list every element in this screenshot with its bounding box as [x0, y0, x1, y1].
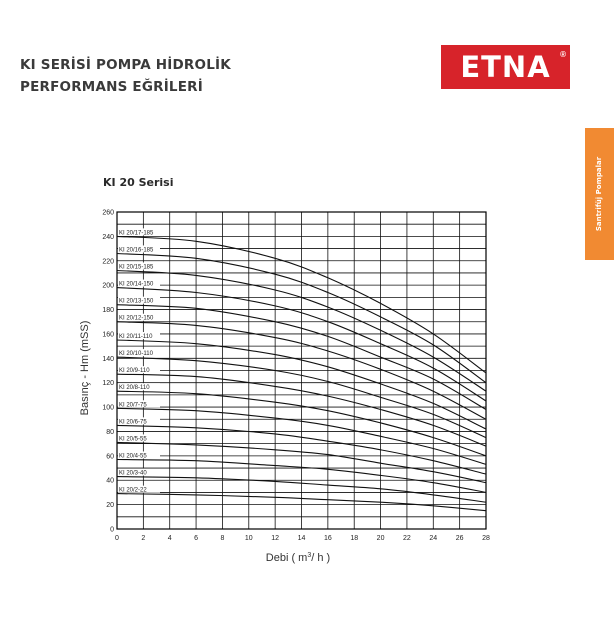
y-axis-title: Basınç - Hm (mSS) [79, 320, 91, 416]
y-tick-label: 80 [106, 428, 114, 436]
curve-label: KI 20/17-185 [119, 230, 154, 237]
curve-label: KI 20/7-75 [119, 402, 147, 409]
curve-label: KI 20/16-185 [119, 247, 154, 254]
chart-grid [117, 212, 486, 529]
x-tick-label: 20 [376, 535, 385, 542]
y-tick-label: 40 [106, 477, 114, 485]
x-tick-label: 6 [194, 535, 199, 542]
curve-label: KI 20/14-150 [119, 281, 154, 288]
x-tick-label: 22 [403, 535, 411, 542]
y-tick-label: 240 [102, 233, 114, 241]
curve-label: KI 20/15-185 [119, 264, 154, 271]
y-tick-label: 0 [110, 526, 114, 534]
y-tick-label: 220 [102, 258, 114, 266]
x-tick-label: 24 [429, 535, 438, 542]
curve-label: KI 20/2-22 [119, 487, 147, 494]
x-tick-label: 0 [115, 535, 119, 542]
logo-text: ETNA [460, 50, 551, 84]
x-tick-label: 28 [482, 535, 490, 542]
curve-label: KI 20/13-150 [119, 298, 154, 305]
x-tick-label: 12 [271, 535, 280, 542]
x-tick-label: 2 [141, 535, 146, 542]
curve-label: KI 20/8-110 [119, 385, 150, 392]
x-tick-label: 26 [455, 535, 464, 542]
curve-label: KI 20/6-75 [119, 419, 147, 426]
curve-label: KI 20/4-55 [119, 453, 147, 460]
y-tick-label: 180 [102, 307, 114, 315]
page-title-line-1: KI SERİSİ POMPA HİDROLİK [20, 57, 231, 73]
side-tab-label: Santrifüj Pompalar [595, 156, 604, 232]
x-axis-title-text: Debi ( m [265, 552, 308, 564]
curve-label: KI 20/9-110 [119, 368, 150, 375]
x-axis-title [266, 552, 330, 564]
x-tick-label: 10 [244, 535, 253, 542]
y-tick-label: 60 [106, 453, 114, 461]
x-tick-label: 14 [297, 535, 306, 542]
x-tick-label: 8 [220, 535, 225, 542]
curve-label: KI 20/11-110 [119, 334, 153, 341]
y-tick-label: 120 [102, 380, 114, 388]
x-tick-label: 16 [323, 535, 332, 542]
y-tick-label: 20 [106, 502, 114, 510]
curve-label: KI 20/3-40 [119, 470, 147, 477]
page-title-line-2: PERFORMANS EĞRİLERİ [20, 79, 203, 95]
x-tick-label: 4 [167, 535, 172, 542]
series-label: KI 20 Serisi [103, 176, 174, 189]
x-axis-title-sup: 3 [307, 552, 312, 559]
x-axis-title-end: / h ) [311, 552, 331, 564]
x-tick-label: 18 [350, 535, 359, 542]
y-tick-label: 260 [102, 209, 114, 217]
logo-registered-mark: ® [560, 50, 566, 59]
curve-label: KI 20/12-150 [119, 315, 154, 322]
y-tick-label: 160 [102, 331, 114, 339]
y-tick-label: 140 [102, 355, 114, 363]
y-tick-label: 100 [102, 404, 114, 412]
y-tick-label: 200 [102, 282, 114, 290]
chart-curve-labels [118, 228, 160, 493]
curve-label: KI 20/5-55 [119, 436, 147, 443]
curve-label: KI 20/10-110 [119, 351, 153, 358]
